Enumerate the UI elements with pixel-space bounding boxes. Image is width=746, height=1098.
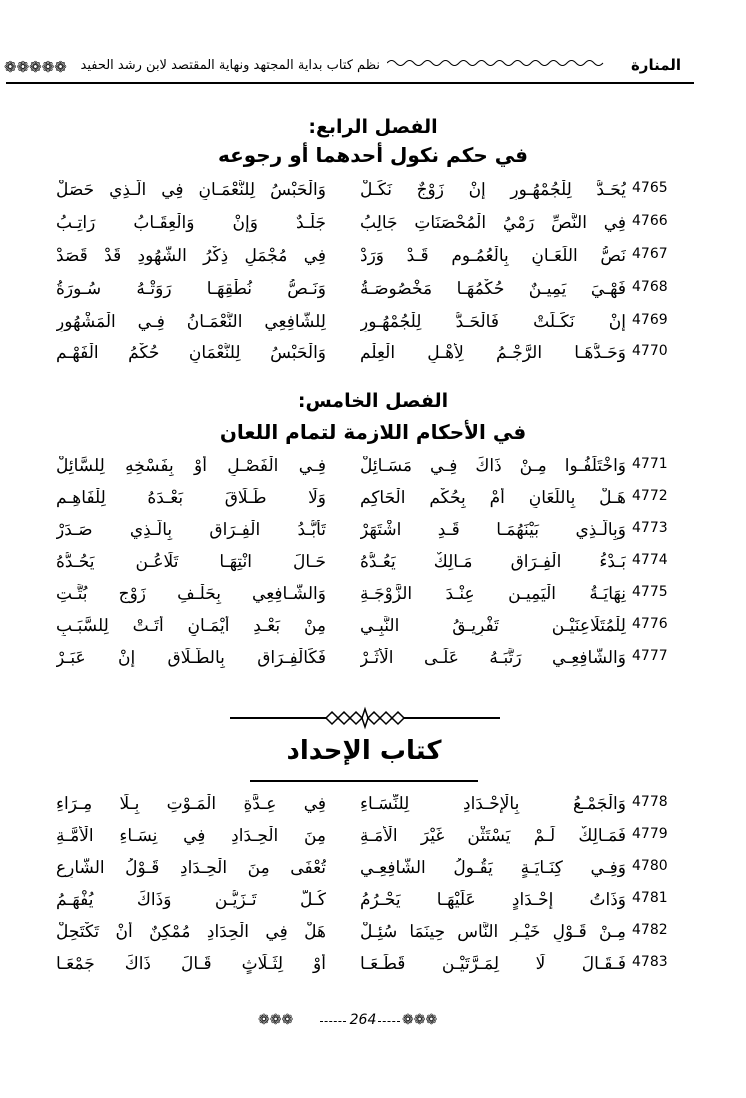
verse-second-hemistich: لِلشَّافِعِي النُّعْمَـانُ فِـي الْمَشْهُورِ — [56, 312, 326, 332]
verse-row — [0, 552, 746, 586]
verse-first-hemistich: وَفِـي كِنَـايَـةٍ يَقُـولُ الشَّافِعِـي — [360, 858, 626, 878]
verse-row — [0, 826, 746, 860]
verse-number: 4770 — [632, 343, 668, 359]
verse-second-hemistich: جَلْـدٌ وَإِنْ وَالْعِقَـابُ رَاتِـبُ — [56, 213, 326, 233]
verse-second-hemistich: مِنْ بَعْـدِ أَيْمَـانٍ أَتَـتْ لِلسَّبَـبِ — [56, 616, 326, 636]
verse-number: 4781 — [632, 890, 668, 906]
verse-first-hemistich: لِلْمُتَلَاعِنَيْـنِ تَفْرِيـقُ النَّبِـي — [360, 616, 626, 636]
verse-row — [0, 858, 746, 892]
verse-second-hemistich: وَنَـصُّ نُطْقِهَـا رَوَتْـهُ سُـورَةُ — [56, 279, 326, 299]
verse-first-hemistich: فَـقَـالَ لَا لِمَـرَّتَيْـنِ قَطَـعَـا — [360, 954, 626, 974]
verse-row — [0, 343, 746, 377]
verse-row — [0, 246, 746, 280]
verse-second-hemistich: هَلْ فِي الْحِدَادِ مُمْكِنٌ أَنْ تَكْتَحِلْ — [56, 922, 326, 942]
divider-ornament-icon — [230, 706, 500, 730]
verse-number: 4778 — [632, 794, 668, 810]
verse-row — [0, 922, 746, 956]
verse-first-hemistich: وَذَاتُ إِحْـدَادٍ عَلَيْهَـا يَحْـرُمُ — [360, 890, 626, 910]
verse-row — [0, 180, 746, 214]
verse-number: 4767 — [632, 246, 668, 262]
verse-row — [0, 648, 746, 682]
wave-ornament-icon — [387, 56, 605, 70]
book-title-frame — [250, 736, 478, 782]
verse-number: 4776 — [632, 616, 668, 632]
page-header — [0, 52, 746, 86]
verse-second-hemistich: فَكَالْفِـرَاقِ بِالطَّـلَاقِ إِنْ عَبَـرْ — [56, 648, 326, 668]
footer-ornament-right: ❁❁❁ — [402, 1012, 438, 1028]
running-title: نظم كتاب بداية المجتهد ونهاية المقتصد لابن رشد الحفيد — [80, 58, 380, 73]
verse-row — [0, 616, 746, 650]
verse-first-hemistich: نِهَايَـةُ الْيَمِيـنِ عِنْـدَ الزَّوْجَـةِ — [360, 584, 626, 604]
footer-dash — [320, 1021, 346, 1022]
verse-number: 4773 — [632, 520, 668, 536]
verse-second-hemistich: كُـلُّ تَـزَيُّـنٍ وَذَاكَ يُفْهَـمُ — [56, 890, 326, 910]
verse-number: 4780 — [632, 858, 668, 874]
verse-number: 4777 — [632, 648, 668, 664]
page-footer — [0, 1012, 746, 1032]
verse-second-hemistich: فِي عِـدَّةِ الْمَـوْتِ بِـلَا مِـرَاءِ — [56, 794, 326, 814]
verse-number: 4771 — [632, 456, 668, 472]
verse-row — [0, 456, 746, 490]
verse-first-hemistich: بَـدْءُ الْفِـرَاقِ مَـالِكٌ يَعُـدُّهُ — [360, 552, 626, 572]
footer-dash — [378, 1021, 400, 1022]
verse-number: 4782 — [632, 922, 668, 938]
verse-first-hemistich: يُحَـدُّ لِلْجُمْهُـورِ إِنْ زَوْجٌ نَكَـلْ — [360, 180, 626, 200]
verse-row — [0, 279, 746, 313]
verse-number: 4768 — [632, 279, 668, 295]
footer-ornament-left: ❁❁❁ — [258, 1012, 294, 1028]
verse-row — [0, 890, 746, 924]
verse-first-hemistich: وَالشَّافِعِـي رَتَّبَـهُ عَلَـى الْأَثَـرْ — [360, 648, 626, 668]
chapter-heading: الفصل الخامس: — [297, 390, 449, 412]
verse-first-hemistich: إِنْ نَكَـلَتْ فَالْحَـدُّ لِلْجُمْهُـورِ — [360, 312, 626, 332]
verse-first-hemistich: فِي النَّصِّ رَمْيُ الْمُحْصَنَاتِ جَالِبُ — [360, 213, 626, 233]
verse-number: 4774 — [632, 552, 668, 568]
verse-first-hemistich: هَـلْ بِاللِّعَانِ أَمْ بِحُكْمِ الْحَاكِمِ — [360, 488, 626, 508]
verse-number: 4779 — [632, 826, 668, 842]
verse-second-hemistich: فِي مُجْمَلٍ ذِكْرُ الشُّهُودِ قَدْ قَصَدْ — [56, 246, 326, 266]
verse-second-hemistich: وَلَا طَـلَاقَ بَعْـدَهُ لِلْفَاهِـمِ — [56, 488, 326, 508]
verse-second-hemistich: تُعْفَى مِنَ الْحِـدَادِ قَـوْلُ الشَّارِعِ — [56, 858, 326, 878]
verse-second-hemistich: فِـي الْفَصْـلِ أَوْ بِفَسْخِهِ لِلسَّائِلْ — [56, 456, 326, 476]
verse-number: 4783 — [632, 954, 668, 970]
verse-first-hemistich: وَاخْتَلَفُـوا مِـنْ ذَاكَ فِـي مَسَـائِلْ — [360, 456, 626, 476]
verse-second-hemistich: وَالْحَبْسُ لِلنُّعْمَانِ حُكْمُ الْفَهْـمِ — [56, 343, 326, 363]
page-number: 264 — [349, 1012, 377, 1028]
verse-second-hemistich: وَالشَّـافِعِي بِحَلْـفِ زَوْجٍ بُتَّـتِ — [56, 584, 326, 604]
verse-second-hemistich: تَأَبُّـدُ الْفِـرَاقِ بِالَّـذِي صَـدَرْ — [56, 520, 326, 540]
chapter-subtitle: في الأحكام اللازمة لتمام اللعان — [219, 420, 527, 444]
verse-first-hemistich: فَمَـالِكٌ لَـمْ يَسْتَثْنِ غَيْرَ الْأَمَـةِ — [360, 826, 626, 846]
verse-number: 4766 — [632, 213, 668, 229]
chapter-heading: الفصل الرابع: — [308, 116, 438, 138]
verse-row — [0, 584, 746, 618]
header-ornament: ❁❁❁❁❁ — [4, 58, 67, 76]
verse-row — [0, 520, 746, 554]
header-rule — [6, 82, 694, 84]
verse-first-hemistich: وَالْجَمْـعُ بِالْإِحْـدَادِ لِلنِّسَـاءِ — [360, 794, 626, 814]
verse-row — [0, 488, 746, 522]
book-title: كتاب الإحداد — [286, 736, 442, 766]
verse-number: 4775 — [632, 584, 668, 600]
verse-first-hemistich: وَحَـدُّهَـا الرَّجْـمُ لِأَهْـلِ الْعِلْمِ — [360, 343, 626, 363]
verse-row — [0, 794, 746, 828]
verse-second-hemistich: أَوْ لِثَـلَاثٍ قَـالَ ذَاكَ جَمْعَـا — [56, 954, 326, 974]
verse-number: 4765 — [632, 180, 668, 196]
verse-row — [0, 213, 746, 247]
verse-first-hemistich: مِـنْ قَـوْلِ خَيْـرِ النَّاسِ حِينَمَا سُئِـلْ — [360, 922, 626, 942]
verse-second-hemistich: وَالْحَبْسُ لِلنُّعْمَـانِ فِي الَّـذِي حَصَلْ — [56, 180, 326, 200]
verse-first-hemistich: فَهْـيَ يَمِيـنٌ حُكْمُهَـا مَخْصُوصَـةُ — [360, 279, 626, 299]
verse-first-hemistich: نَصُّ اللِّعَـانِ بِالْعُمُـومِ قَـدْ وَرَدْ — [360, 246, 626, 266]
verse-number: 4769 — [632, 312, 668, 328]
verse-row — [0, 312, 746, 346]
verse-second-hemistich: مِنَ الْحِـدَادِ فِي نِسَـاءِ الْأُمَّـةِ — [56, 826, 326, 846]
series-name: المنارة — [630, 56, 682, 74]
verse-row — [0, 954, 746, 988]
verse-number: 4772 — [632, 488, 668, 504]
chapter-subtitle: في حكم نكول أحدهما أو رجوعه — [217, 143, 529, 167]
verse-second-hemistich: حَـالَ انْتِهَـا تَلَاعُـنٍ يَحُـدُّهُ — [56, 552, 326, 572]
verse-first-hemistich: وَبِالَّـذِي بَيْنَهُمَـا قَـدِ اشْتَهَرْ — [360, 520, 626, 540]
